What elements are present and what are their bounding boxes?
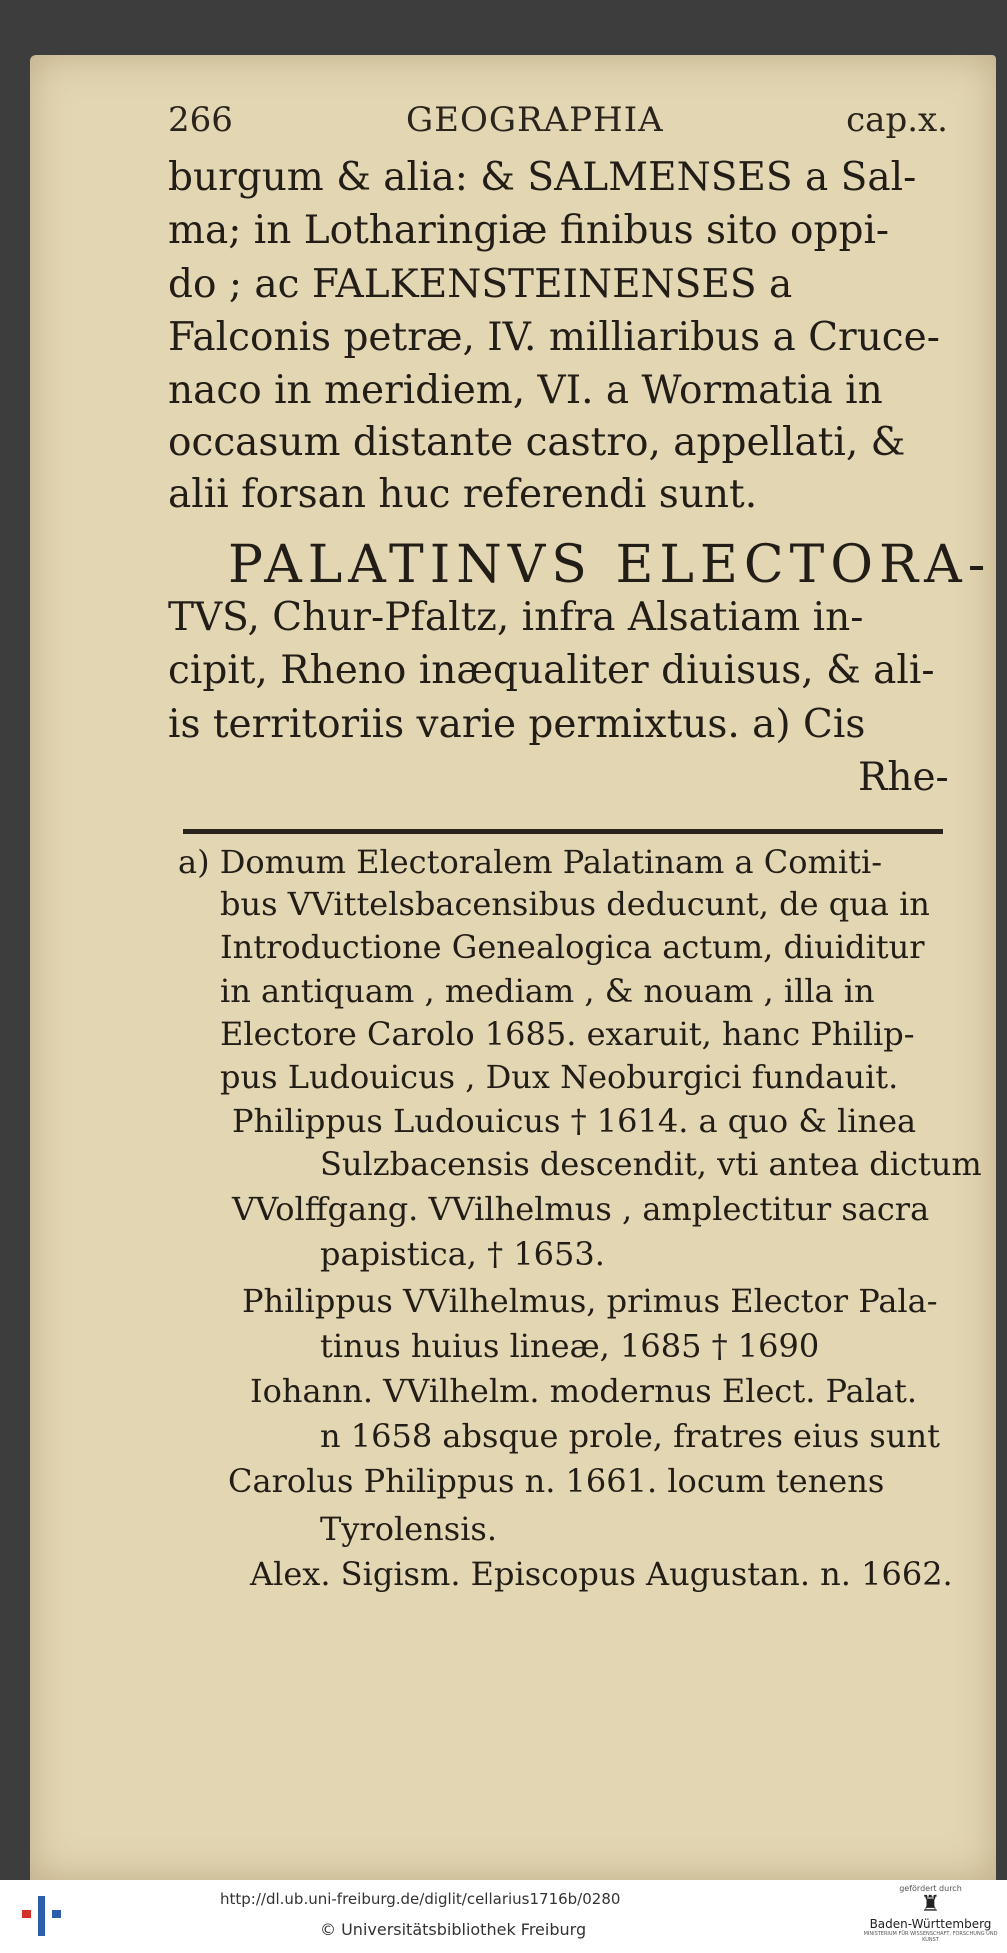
running-header [168, 100, 948, 144]
body-line: burgum & alia: & SALMENSES a Sal- [168, 155, 917, 200]
permalink-url[interactable]: http://dl.ub.uni-freiburg.de/diglit/cellarius1716b/0280 [220, 1890, 621, 1908]
footnote-line: Introductione Genealogica actum, diuiditur [220, 928, 925, 966]
body-line: alii forsan huc referendi sunt. [168, 472, 758, 517]
footnote-line: in antiquam , mediam , & nouam , illa in [220, 972, 875, 1010]
footnote-line: Electore Carolo 1685. exaruit, hanc Philip- [220, 1015, 915, 1053]
sponsor-block [858, 1884, 1003, 1950]
footnote-line: Iohann. VVilhelm. modernus Elect. Palat. [250, 1372, 918, 1410]
section-line: is territoriis varie permixtus. a) Cis [168, 702, 866, 747]
footnote-line: Philippus Ludouicus † 1614. a quo & linea [232, 1102, 917, 1140]
footnote-line: VVolffgang. VVilhelmus , amplectitur sacra [232, 1190, 930, 1228]
footnote-line: tinus huius lineæ, 1685 † 1690 [320, 1327, 820, 1365]
section-line: cipit, Rheno inæqualiter diuisus, & ali- [168, 648, 935, 693]
sponsor-caption: gefördert durch [899, 1884, 962, 1893]
footnote-line: a) Domum Electoralem Palatinam a Comiti- [178, 843, 883, 881]
sponsor-name: Baden-Württemberg [869, 1917, 992, 1931]
catchword: Rhe- [858, 755, 949, 800]
crest-icon: ♜ [920, 1892, 941, 1917]
footnote-line: Carolus Philippus n. 1661. locum tenens [228, 1462, 885, 1500]
footnote-line: papistica, † 1653. [320, 1235, 605, 1273]
footnote-line: n 1658 absque prole, fratres eius sunt [320, 1417, 940, 1455]
footnote-line: Sulzbacensis descendit, vti antea dictum [320, 1145, 982, 1183]
chapter-label: cap.x. [846, 100, 948, 140]
ub-freiburg-logo-icon [18, 1892, 66, 1940]
footnote-rule [183, 829, 943, 834]
body-line: Falconis petræ, IV. milliaribus a Cruce- [168, 315, 940, 360]
body-line: occasum distante castro, appellati, & [168, 420, 906, 465]
footnote-line: Alex. Sigism. Episcopus Augustan. n. 1662. [250, 1555, 953, 1593]
body-line: ma; in Lotharingiæ finibus sito oppi- [168, 208, 890, 253]
sponsor-ministry: MINISTERIUM FÜR WISSENSCHAFT, FORSCHUNG UND KUNST [863, 1931, 998, 1943]
page-number: 266 [168, 100, 233, 140]
viewer-footer [0, 1880, 1007, 1953]
footnote-line: Tyrolensis. [320, 1510, 498, 1548]
running-title: GEOGRAPHIA [406, 100, 664, 140]
footnote-line: pus Ludouicus , Dux Neoburgici fundauit. [220, 1058, 899, 1096]
body-line: naco in meridiem, VI. a Wormatia in [168, 368, 883, 413]
copyright-notice: © Universitätsbibliothek Freiburg [320, 1920, 587, 1939]
section-line: TVS, Chur-Pfaltz, infra Alsatiam in- [168, 595, 864, 640]
footnote-line: bus VVittelsbacensibus deducunt, de qua in [220, 885, 930, 923]
body-line: do ; ac FALKENSTEINENSES a [168, 262, 793, 307]
footnote-line: Philippus VVilhelmus, primus Elector Pala- [242, 1282, 938, 1320]
section-heading: PALATINVS ELECTORA- [228, 535, 992, 595]
